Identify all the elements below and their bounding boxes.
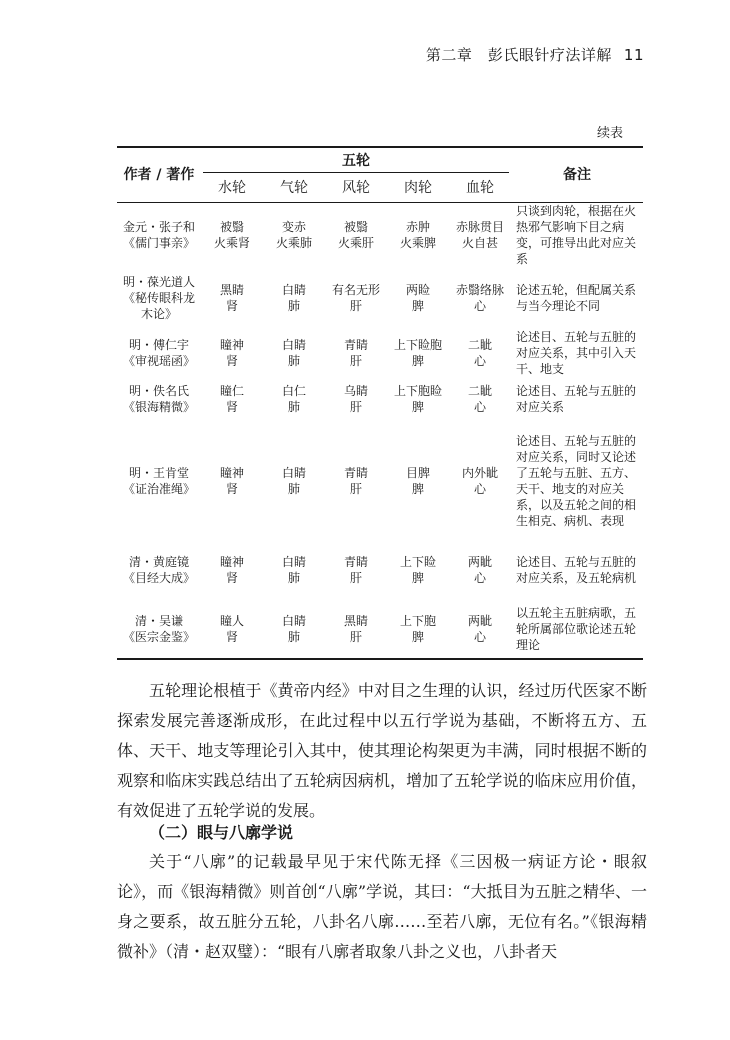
flesh-wheel-cell: 目脾 脾: [405, 466, 430, 496]
wind-wheel-header: 风轮: [325, 174, 387, 203]
note-cell: 论述目、五轮与五脏的对应关系，其中引入天干、地支: [516, 330, 637, 376]
note-cell: 论述目、五轮与五脏的对应关系: [516, 384, 637, 414]
blood-wheel-header: 血轮: [449, 174, 511, 203]
author-column-header: 作者 / 著作: [117, 147, 201, 203]
table-row: [117, 203, 643, 268]
author-cell: [117, 599, 201, 659]
author-name: 明・王肯堂: [128, 466, 189, 480]
work-title: 《儒门事亲》: [122, 236, 195, 250]
wind-wheel-cell: 乌睛 肝: [343, 384, 368, 414]
author-cell: [117, 421, 201, 541]
five-wheels-table: [117, 146, 643, 660]
table-row: [117, 329, 643, 377]
wind-wheel-cell: 青睛 肝: [343, 555, 368, 585]
work-title: 《目经大成》: [122, 571, 195, 585]
section-heading-eight-regions: （二）眼与八廓学说: [149, 823, 294, 842]
paragraph-five-wheels-summary: 五轮理论根植于《黄帝内经》中对目之生理的认识，经过历代医家不断探索发展完善逐渐成形，在此过程中以五行学说为基础，不断将五方、五体、天干、地支等理论引入其中，使其理论构架更为丰满，同时根据不断的观察和临床实践总结出了五轮病因病机，增加了五轮学说的临床应用价值，有效促进了五轮学说的发展。: [117, 681, 647, 820]
chapter-title: 第二章 彭氏眼针疗法详解: [425, 46, 612, 64]
blood-wheel-cell: 二眦 心: [468, 338, 493, 368]
wind-wheel-cell: 黑睛 肝: [325, 599, 387, 659]
running-header: [426, 44, 644, 65]
author-name: 清・吴谦: [134, 613, 183, 628]
qi-wheel-cell: 白睛 肺: [263, 599, 325, 659]
blood-wheel-cell: 内外眦 心: [462, 466, 499, 496]
flesh-wheel-cell: 上下胞睑 脾: [393, 384, 442, 414]
work-title: 《审视瑶函》: [122, 354, 195, 368]
water-wheel-cell: 瞳神 肾: [219, 466, 244, 496]
paragraph-eight-regions: 关于“八廓”的记载最早见于宋代陈无择《三因极一病证方论・眼叙论》，而《银海精微》则首创“八廓”学说，其曰：“大抵目为五脏之精华、一身之要系，故五脏分五轮，八卦名八廓……至若八廓，无位有名。”《银海精微补》（清・赵双璧）：“眼有八廓者取象八卦之义也，八卦者天: [117, 852, 647, 961]
water-wheel-cell: 瞳神 肾: [219, 338, 244, 368]
flesh-wheel-header: 肉轮: [387, 174, 449, 203]
author-name: 金元・张子和: [122, 220, 195, 234]
work-title: 《医宗金鉴》: [122, 629, 195, 644]
water-wheel-cell: 瞳仁 肾: [219, 384, 244, 414]
water-wheel-cell: 黑睛 肾: [219, 283, 244, 313]
blood-wheel-cell: 二眦 心: [468, 384, 493, 414]
note-column-header: 备注: [511, 147, 643, 203]
water-wheel-cell: 被翳 火乘肾: [213, 220, 250, 250]
water-wheel-cell: 瞳神 肾: [219, 555, 244, 585]
table-row: [117, 599, 643, 659]
qi-wheel-cell: 变赤 火乘肺: [275, 220, 312, 250]
author-name: 明・佚名氏: [128, 384, 189, 398]
water-wheel-header: 水轮: [201, 174, 263, 203]
qi-wheel-cell: 白仁 肺: [281, 384, 306, 414]
table-row: [117, 421, 643, 541]
author-name: 明・傅仁宇: [128, 338, 189, 352]
wind-wheel-cell: 青睛 肝: [343, 338, 368, 368]
qi-wheel-cell: 白睛 肺: [281, 555, 306, 585]
wind-wheel-cell: 有名无形 肝: [331, 283, 380, 313]
table-row: [117, 377, 643, 421]
blood-wheel-cell: 赤翳络脉 心: [456, 283, 505, 313]
author-cell: [117, 267, 201, 329]
note-cell: 只谈到肉轮，根据在火热邪气影响下目之病变，可推导出此对应关系: [516, 204, 637, 266]
qi-wheel-cell: 白睛 肺: [281, 338, 306, 368]
flesh-wheel-cell: 上下睑 脾: [399, 555, 436, 585]
flesh-wheel-cell: 上下睑胞 脾: [393, 338, 442, 368]
note-cell: 以五轮主五脏病歌，五轮所属部位歌论述五轮理论: [511, 599, 643, 659]
qi-wheel-header: 气轮: [263, 174, 325, 203]
note-cell: 论述目、五轮与五脏的对应关系，同时又论述了五轮与五脏、五方、天干、地支的对应关系，以及五轮之间的相生相克、病机、表现: [516, 434, 637, 528]
table-row: [117, 541, 643, 599]
author-cell: [117, 329, 201, 377]
qi-wheel-cell: 白睛 肺: [281, 283, 306, 313]
table-continued-label: 续表: [597, 126, 624, 141]
five-wheels-group-header: 五轮: [201, 147, 511, 174]
author-name: 清・黄庭镜: [128, 555, 189, 569]
author-cell: [117, 377, 201, 421]
note-cell: 论述目、五轮与五脏的对应关系，及五轮病机: [516, 555, 637, 585]
wind-wheel-cell: 青睛 肝: [343, 466, 368, 496]
author-cell: [117, 541, 201, 599]
flesh-wheel-cell: 上下胞 脾: [387, 599, 449, 659]
blood-wheel-cell: 两眦 心: [449, 599, 511, 659]
table-row: [117, 267, 643, 329]
work-title: 《秘传眼科龙木论》: [123, 291, 196, 321]
wind-wheel-cell: 被翳 火乘肝: [337, 220, 374, 250]
flesh-wheel-cell: 赤肿 火乘脾: [399, 220, 436, 250]
note-cell: 论述五轮，但配属关系与当今理论不同: [516, 283, 637, 313]
blood-wheel-cell: 两眦 心: [468, 555, 493, 585]
water-wheel-cell: 瞳人 肾: [201, 599, 263, 659]
qi-wheel-cell: 白睛 肺: [281, 466, 306, 496]
work-title: 《银海精微》: [122, 400, 195, 414]
page-number: 11: [623, 46, 644, 64]
blood-wheel-cell: 赤脉贯目 火自甚: [456, 220, 505, 250]
work-title: 《证治准绳》: [122, 482, 195, 496]
flesh-wheel-cell: 两睑 脾: [405, 283, 430, 313]
author-cell: [117, 203, 201, 268]
author-name: 明・葆光道人: [122, 275, 195, 289]
